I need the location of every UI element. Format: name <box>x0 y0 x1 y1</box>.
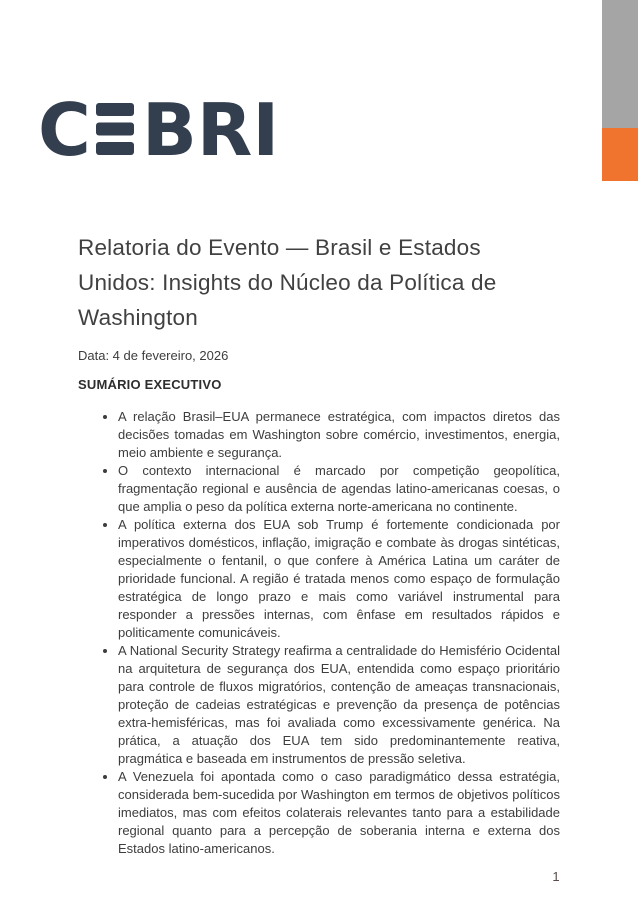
page-title: Relatoria do Evento — Brasil e Estados Unidos: Insights do Núcleo da Política de Washington <box>78 235 497 330</box>
edge-bar-gray <box>602 0 638 128</box>
section-heading: SUMÁRIO EXECUTIVO <box>78 377 222 392</box>
list-item: • A relação Brasil–EUA permanece estratégica, com impactos diretos das decisões tomadas em Washington sobre comércio, investimentos, energia, meio ambiente e segurança. <box>118 408 560 462</box>
list-item: • A política externa dos EUA sob Trump é fortemente condicionada por imperativos domésticos, inflação, imigração e combate às drogas sintéticas, especialmente o fentanil, o que confere à América Latina um caráter de prioridade funcional. A região é tratada menos como espaço de formulação estratégica de longo prazo e mais como variável instrumental para responder a pressões internas, com ênfase em resultados rápidos e politicamente comunicáveis. <box>118 516 560 642</box>
document-content <box>78 230 560 858</box>
date-line: Data: 4 de fevereiro, 2026 <box>78 348 229 363</box>
logo-letter-c: C <box>38 98 91 164</box>
logo-e-bars-icon <box>96 103 134 155</box>
logo-letters-bri: BRI <box>142 98 280 164</box>
edge-bar-orange <box>602 128 638 181</box>
executive-summary-list <box>78 408 560 858</box>
cebri-logo-icon <box>38 98 283 164</box>
list-item: • A National Security Strategy reafirma a centralidade do Hemisfério Ocidental na arquitetura de segurança dos EUA, entendida como espaço prioritário para controle de fluxos migratórios, contenção de ameaças transnacionais, proteção de cadeias estratégicas e prevenção da presença de potências extra-hemisféricas, mas foi avaliada como excessivamente genérica. Na prática, a atuação dos EUA tem sido predominantemente reativa, pragmática e baseada em instrumentos de pressão seletiva. <box>118 642 560 768</box>
page-number: 1 <box>552 869 560 884</box>
list-item: • A Venezuela foi apontada como o caso paradigmático dessa estratégia, considerada bem-sucedida por Washington em termos de objetivos políticos imediatos, mas com efeitos colaterais relevantes tanto para a estabilidade regional quanto para a percepção de soberania interna e externa dos Estados latino-americanos. <box>118 768 560 858</box>
cebri-logo <box>38 98 283 169</box>
list-item: • O contexto internacional é marcado por competição geopolítica, fragmentação regional e ausência de agendas latino-americanas coesas, o que amplia o peso da política externa norte-americana no continente. <box>118 462 560 516</box>
